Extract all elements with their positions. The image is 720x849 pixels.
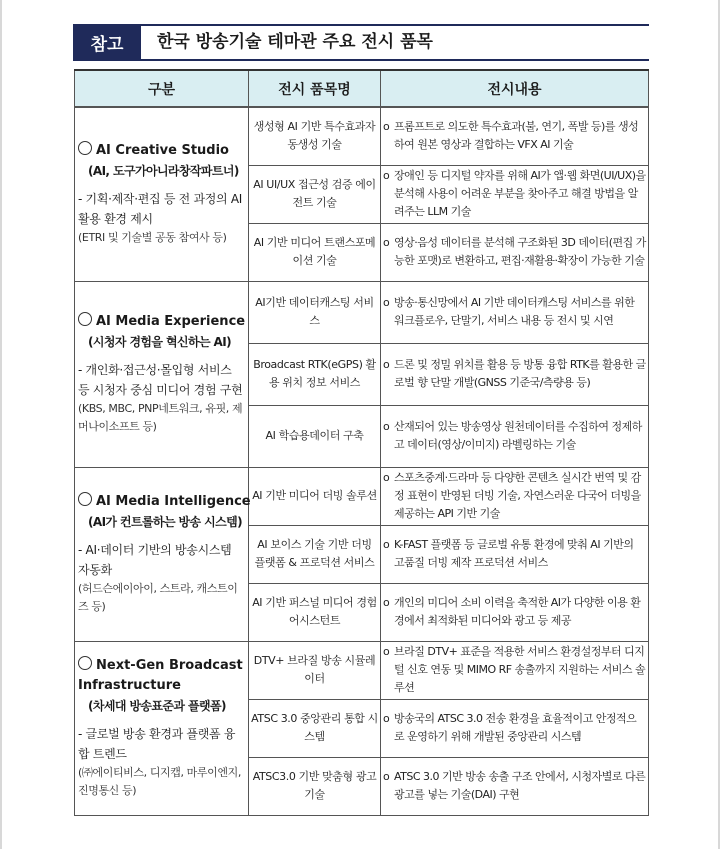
header-bottom-rule — [73, 59, 649, 61]
category-description: - 기획·제작·편집 등 전 과정의 AI 활용 환경 제시 — [78, 192, 242, 227]
circle-bullet-icon — [78, 312, 92, 326]
category-participants: (KBS, MBC, PNP네트워크, 유핏, 제머나이소프트 등) — [78, 402, 243, 433]
category-title: AI Media Experience — [78, 312, 244, 332]
item-content: o 산재되어 있는 방송영상 원천데이터를 수집하여 정제하고 데이터(영상/이미지) 라벨링하는 기술 — [381, 405, 649, 467]
table-row — [75, 641, 649, 699]
item-content: o 개인의 미디어 소비 이력을 축적한 AI가 다양한 이용 환경에서 최적화된 미디어와 광고 등 제공 — [381, 583, 649, 641]
item-content: o 브라질 DTV+ 표준을 적용한 서비스 환경설정부터 디지털 신호 연동 및 MIMO RF 송출까지 지원하는 서비스 솔루션 — [381, 641, 649, 699]
item-content: o K-FAST 플랫폼 등 글로벌 유통 환경에 맞춰 AI 기반의 고품질 더빙 제작 프로덕션 서비스 — [381, 525, 649, 583]
category-cell — [75, 107, 249, 281]
item-content: o 프롬프트로 의도한 특수효과(불, 연기, 폭발 등)를 생성하여 원본 영상과 결합하는 VFX AI 기술 — [381, 107, 649, 165]
category-participants: (허드슨에이아이, 스트라, 캐스트이즈 등) — [78, 582, 238, 613]
item-content: o 영상·음성 데이터를 분석해 구조화된 3D 데이터(편집 가능한 포맷)로 변환하고, 편집·재활용·확장이 가능한 기술 — [381, 223, 649, 281]
category-cell — [75, 467, 249, 641]
category-description: - AI·데이터 기반의 방송시스템 자동화 — [78, 543, 232, 577]
category-subtitle: (AI, 도구가아니라창작파트너) — [88, 164, 239, 179]
column-header-item: 전시 품목명 — [249, 70, 381, 107]
circle-bullet-icon — [78, 492, 92, 506]
category-title: AI Media Intelligence — [78, 492, 244, 512]
item-name: AI 학습용데이터 구축 — [249, 405, 381, 467]
item-name: Broadcast RTK(eGPS) 활용 위치 정보 서비스 — [249, 343, 381, 405]
category-description: - 개인화·접근성·몰입형 서비스 등 시청자 중심 미디어 경험 구현 — [78, 363, 243, 397]
category-cell — [75, 641, 249, 815]
category-title: AI Creative Studio — [78, 141, 244, 161]
circle-bullet-icon — [78, 656, 92, 670]
exhibit-table — [74, 69, 649, 816]
table-row — [75, 107, 649, 165]
table-row — [75, 467, 649, 525]
item-content: o 방송국의 ATSC 3.0 전송 환경을 효율적이고 안정적으로 운영하기 위해 개발된 중앙관리 시스템 — [381, 699, 649, 757]
page-border-left — [0, 0, 2, 849]
item-name: AI UI/UX 접근성 검증 에이전트 기술 — [249, 165, 381, 223]
column-header-content: 전시내용 — [381, 70, 649, 107]
item-content: o 드론 및 정밀 위치를 활용 등 방통 융합 RTK를 활용한 글로벌 향 단말 개발(GNSS 기준국/측량용 등) — [381, 343, 649, 405]
item-name: AI기반 데이터캐스팅 서비스 — [249, 281, 381, 343]
section-header — [73, 24, 649, 62]
item-name: DTV+ 브라질 방송 시뮬레이터 — [249, 641, 381, 699]
item-content: o 스포츠중계·드라마 등 다양한 콘텐츠 실시간 번역 및 감정 표현이 반영된 더빙 기술, 자연스러운 다국어 더빙을 제공하는 API 기반 기술 — [381, 467, 649, 525]
category-title: Next-Gen Broadcast Infrastructure — [78, 658, 243, 693]
column-header-category: 구분 — [75, 70, 249, 107]
category-subtitle: (AI가 컨트롤하는 방송 시스템) — [88, 515, 242, 529]
item-name: AI 기반 미디어 더빙 솔루션 — [249, 467, 381, 525]
page-title: 한국 방송기술 테마관 주요 전시 품목 — [157, 32, 433, 52]
category-description: - 글로벌 방송 환경과 플랫폼 융합 트렌드 — [78, 727, 236, 761]
item-content: o 방송·통신망에서 AI 기반 데이터캐스팅 서비스를 위한 워크플로우, 단말기, 서비스 내용 등 전시 및 시연 — [381, 281, 649, 343]
item-name: ATSC 3.0 중앙관리 통합 시스템 — [249, 699, 381, 757]
reference-badge: 참고 — [73, 24, 141, 61]
item-name: AI 기반 퍼스널 미디어 경험 어시스턴트 — [249, 583, 381, 641]
category-subtitle: (차세대 방송표준과 플랫폼) — [88, 699, 226, 713]
item-content: o ATSC 3.0 기반 방송 송출 구조 안에서, 시청자별로 다른 광고를 넣는 기술(DAI) 구현 — [381, 757, 649, 815]
category-participants: (ETRI 및 기술별 공동 참여사 등) — [78, 231, 227, 245]
table-row — [75, 281, 649, 343]
item-name: 생성형 AI 기반 특수효과자동생성 기술 — [249, 107, 381, 165]
table-header-row — [75, 70, 649, 107]
category-participants: (㈜에이티비스, 디지캡, 마루이엔지, 진명통신 등) — [78, 766, 241, 797]
item-content: o 장애인 등 디지털 약자를 위해 AI가 앱·웹 화면(UI/UX)을 분석해 사용이 어려운 부분을 찾아주고 해결 방법을 알려주는 LLM 기술 — [381, 165, 649, 223]
circle-bullet-icon — [78, 141, 92, 155]
category-subtitle: (시청자 경험을 혁신하는 AI) — [88, 335, 231, 349]
item-name: ATSC3.0 기반 맞춤형 광고 기술 — [249, 757, 381, 815]
item-name: AI 기반 미디어 트랜스포메이션 기술 — [249, 223, 381, 281]
category-cell — [75, 281, 249, 467]
item-name: AI 보이스 기술 기반 더빙 플랫폼 & 프로덕션 서비스 — [249, 525, 381, 583]
